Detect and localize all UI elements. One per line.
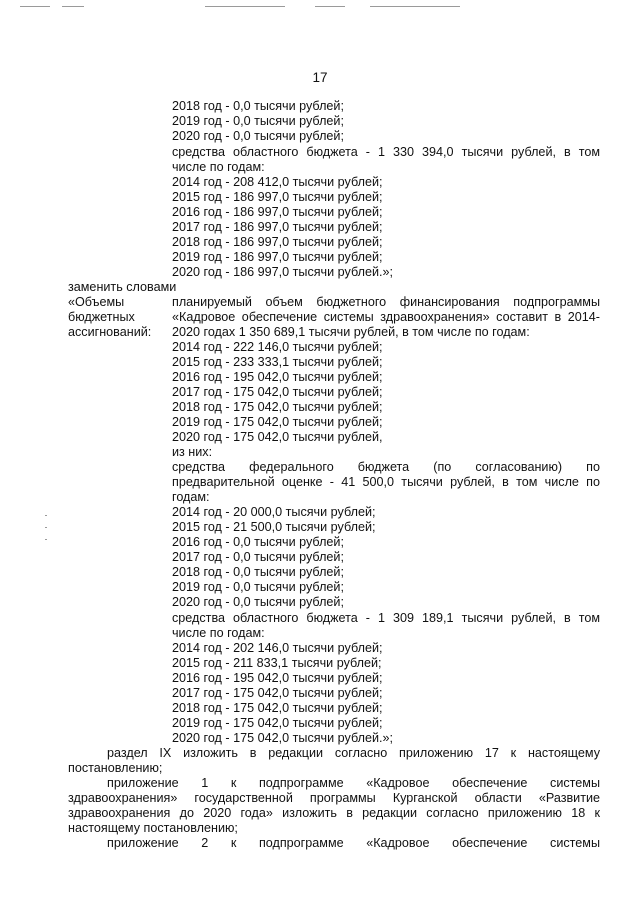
scan-artifact: [370, 6, 460, 7]
year-line: 2018 год - 175 042,0 тысячи рублей;: [172, 400, 383, 414]
scan-artifact: [20, 6, 50, 7]
year-line: 2017 год - 186 997,0 тысячи рублей;: [172, 220, 383, 234]
scan-artifact: [205, 6, 285, 7]
scan-artifact: [62, 6, 84, 7]
year-line: 2018 год - 175 042,0 тысячи рублей;: [172, 701, 383, 715]
paragraph-section-ix: раздел IX изложить в редакции согласно приложению 17 к настоящему: [107, 746, 600, 760]
year-line: 2019 год - 175 042,0 тысячи рублей;: [172, 716, 383, 730]
plan-text: 2020 годах 1 350 689,1 тысячи рублей, в том числе по годам:: [172, 325, 530, 339]
year-line: 2020 год - 0,0 тысячи рублей;: [172, 129, 344, 143]
year-line: 2019 год - 175 042,0 тысячи рублей;: [172, 415, 383, 429]
paragraph-section-ix: постановлению;: [68, 761, 163, 775]
scan-artifact: [315, 6, 345, 7]
paragraph-appendix-1: настоящему постановлению;: [68, 821, 238, 835]
year-line: 2017 год - 0,0 тысячи рублей;: [172, 550, 344, 564]
scan-artifact: [45, 515, 47, 516]
year-line: 2020 год - 186 997,0 тысячи рублей.»;: [172, 265, 393, 279]
year-line: 2017 год - 175 042,0 тысячи рублей;: [172, 385, 383, 399]
regional-budget-line: числе по годам:: [172, 160, 265, 174]
scan-artifact: [45, 539, 47, 540]
replace-instruction: заменить словами: [68, 280, 177, 294]
year-line: 2019 год - 0,0 тысячи рублей;: [172, 114, 344, 128]
year-line: 2015 год - 21 500,0 тысячи рублей;: [172, 520, 376, 534]
year-line: 2016 год - 0,0 тысячи рублей;: [172, 535, 344, 549]
year-line: 2019 год - 0,0 тысячи рублей;: [172, 580, 344, 594]
federal-budget-line: средства федерального бюджета (по согласованию) по: [172, 460, 600, 474]
scan-artifact: [45, 527, 47, 528]
budget-label: «Объемы: [68, 295, 125, 309]
of-them-label: из них:: [172, 445, 213, 459]
year-line: 2014 год - 20 000,0 тысячи рублей;: [172, 505, 376, 519]
year-line: 2016 год - 195 042,0 тысячи рублей;: [172, 671, 383, 685]
year-line: 2014 год - 222 146,0 тысячи рублей;: [172, 340, 383, 354]
year-line: 2014 год - 208 412,0 тысячи рублей;: [172, 175, 383, 189]
year-line: 2018 год - 0,0 тысячи рублей;: [172, 99, 344, 113]
page-number: 17: [312, 70, 328, 85]
year-line: 2020 год - 175 042,0 тысячи рублей,: [172, 430, 383, 444]
federal-budget-line: предварительной оценке - 41 500,0 тысячи рублей, в том числе по: [172, 475, 600, 489]
year-line: 2019 год - 186 997,0 тысячи рублей;: [172, 250, 383, 264]
year-line: 2015 год - 211 833,1 тысячи рублей;: [172, 656, 382, 670]
paragraph-appendix-2: приложение 2 к подпрограмме «Кадровое обеспечение системы: [107, 836, 600, 850]
paragraph-appendix-1: здравоохранения до 2020 года» изложить в редакции согласно приложению 18 к: [68, 806, 600, 820]
year-line: 2018 год - 186 997,0 тысячи рублей;: [172, 235, 383, 249]
year-line: 2020 год - 175 042,0 тысячи рублей.»;: [172, 731, 393, 745]
regional-budget-line: числе по годам:: [172, 626, 265, 640]
year-line: 2020 год - 0,0 тысячи рублей;: [172, 595, 344, 609]
paragraph-appendix-1: здравоохранения» государственной программы Курганской области «Развитие: [68, 791, 600, 805]
plan-text: планируемый объем бюджетного финансирования подпрограммы: [172, 295, 600, 309]
year-line: 2015 год - 233 333,1 тысячи рублей;: [172, 355, 383, 369]
plan-text: «Кадровое обеспечение системы здравоохранения» составит в 2014-: [172, 310, 600, 324]
year-line: 2018 год - 0,0 тысячи рублей;: [172, 565, 344, 579]
budget-label: бюджетных: [68, 310, 135, 324]
year-line: 2017 год - 175 042,0 тысячи рублей;: [172, 686, 383, 700]
year-line: 2016 год - 195 042,0 тысячи рублей;: [172, 370, 383, 384]
federal-budget-line: годам:: [172, 490, 210, 504]
year-line: 2015 год - 186 997,0 тысячи рублей;: [172, 190, 383, 204]
paragraph-appendix-1: приложение 1 к подпрограмме «Кадровое обеспечение системы: [107, 776, 600, 790]
regional-budget-line: средства областного бюджета - 1 309 189,1 тысячи рублей, в том: [172, 611, 600, 625]
year-line: 2014 год - 202 146,0 тысячи рублей;: [172, 641, 383, 655]
budget-label: ассигнований:: [68, 325, 152, 339]
year-line: 2016 год - 186 997,0 тысячи рублей;: [172, 205, 383, 219]
regional-budget-line: средства областного бюджета - 1 330 394,0 тысячи рублей, в том: [172, 145, 600, 159]
